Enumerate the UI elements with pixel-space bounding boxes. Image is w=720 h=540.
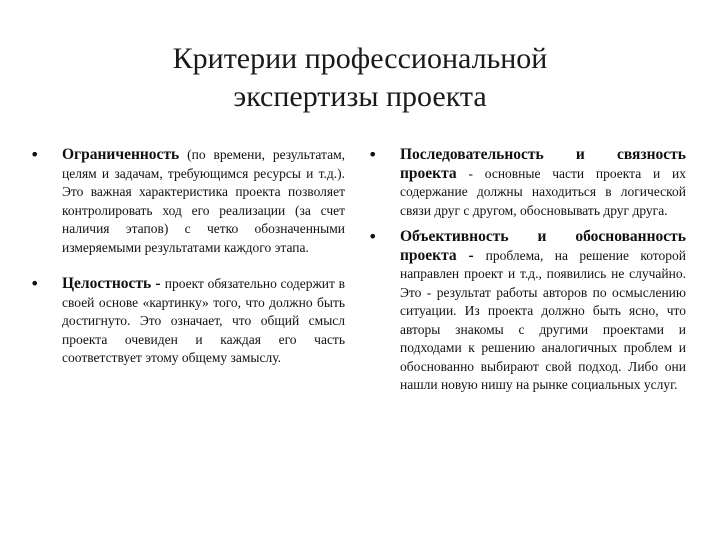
criterion-term: Объективность и обоснованность проекта - bbox=[400, 228, 686, 264]
criterion-text bbox=[400, 146, 686, 220]
criterion-term: Целостность - bbox=[62, 275, 165, 292]
criterion-integrity bbox=[30, 275, 345, 368]
criterion-text bbox=[62, 275, 345, 368]
slide-title bbox=[0, 40, 720, 116]
criterion-term: Последовательность и связность проекта bbox=[400, 146, 686, 182]
criterion-description: проект обязательно содержит в своей основе «картинку» того, что должно быть достигнуто. Это означает, что общий смысл проекта очевиден и каждая его часть соответствует этому общему замыслу. bbox=[62, 276, 345, 365]
criterion-text bbox=[400, 228, 686, 395]
criterion-limitedness bbox=[30, 146, 345, 257]
criterion-term: Ограниченность bbox=[62, 146, 180, 163]
bullet-icon: • bbox=[30, 145, 40, 164]
title-line-2: экспертизы проекта bbox=[233, 80, 487, 113]
left-column bbox=[30, 146, 345, 368]
criterion-description: - основные части проекта и их содержание должны находиться в логической связи друг с другом, обосновывать друг друга. bbox=[400, 165, 686, 218]
bullet-icon: • bbox=[368, 145, 378, 164]
criterion-consistency bbox=[368, 146, 686, 220]
criterion-objectivity bbox=[368, 228, 686, 395]
criterion-description: (по времени, результатам, целям и задачам, требующимся ресурсы и т.д.). Это важная характеристика проекта позволяет контролировать ход его реализации (за счет наличия этапов) с четко обозначенными измеряемыми результатами каждого этапа. bbox=[62, 147, 345, 255]
criterion-description: проблема, на решение которой направлен проект и т.д., появились не случайно. Это - результат работы авторов по осмыслению ситуации. Из проекта должно быть ясно, что авторы знакомы с другими проектами и подходами к решению аналогичных проблем и обоснованно выбирают свой подход. Либо они нашли новую нишу на рынке социальных услуг. bbox=[400, 247, 687, 392]
bullet-icon: • bbox=[30, 274, 40, 293]
right-column bbox=[368, 146, 686, 395]
criterion-text bbox=[62, 146, 345, 257]
title-line-1: Критерии профессиональной bbox=[172, 42, 548, 75]
bullet-icon: • bbox=[368, 227, 378, 246]
